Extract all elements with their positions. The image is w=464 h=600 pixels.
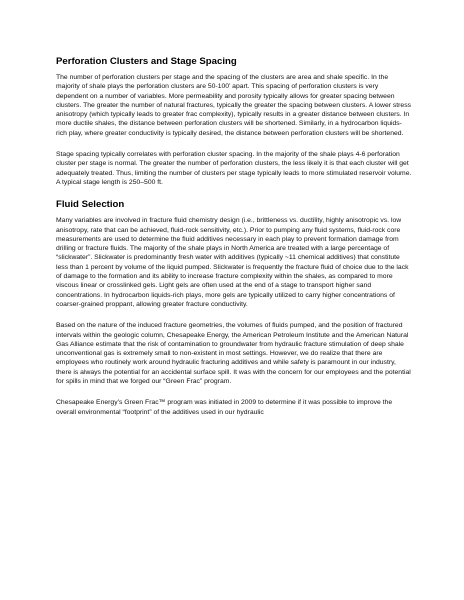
- paragraph-green-frac: Chesapeake Energy’s Green Frac™ program was initiated in 2009 to determine if it was possible to improve the overall environmental “footprint” of the additives used in our hydraulic: [56, 399, 393, 416]
- paragraph-cluster-spacing: The number of perforation clusters per stage and the spacing of the clusters are area and shale specific. In the majority of shale plays the perforation clusters are 50-100’ apart. This spacing of perforation clusters is very dependent on a number of variables. More permeability and porosity typically allows for greater spacing between clusters. The greater the number of natural fractures, typically the greater the spacing between clusters. A lower stress anisotropy (which typically leads to greater frac complexity), typically results in a greater distance between clusters. In more ductile shales, the distance between perforation clusters will be shortened. Similarly, in a hydrocarbon liquids-rich play, where greater conductivity is typically desired, the distance between perforation clusters will be shortened.: [56, 74, 411, 137]
- paragraph-fluid-chemistry: Many variables are involved in fracture fluid chemistry design (i.e., brittleness vs. ductility, highly anisotropic vs. low anisotropy, rate that can be achieved, fluid-rock sensitivity, etc.). Prior to pumping any fluid systems, fluid-rock core measurements are used to determine the fluid additives necessary in each play to prevent formation damage from drilling or fracture fluids. The majority of the shale plays in North America are treated with a large percentage of “slickwater”. Slickwater is predominantly fresh water with additives (typically ~11 chemical additives) that constitute less than 1 percent by volume of the liquid pumped. Slickwater is frequently the fracture fluid of choice due to the lack of damage to the formation and its ability to increase fracture complexity within the shales, as compared to more viscous linear or crosslinked gels. Light gels are often used at the end of a stage to transport higher sand concentrations. In hydrocarbon liquids-rich plays, more gels are typically utilized to carry higher concentrations of coarser-grained proppant, allowing greater fracture conductivity.: [56, 217, 409, 308]
- document-body: [56, 56, 412, 429]
- section-heading-fluid-selection: Fluid Selection: [56, 199, 125, 211]
- paragraph-groundwater-risk: Based on the nature of the induced fracture geometries, the volumes of fluids pumped, and the position of fractured intervals within the geologic column, Chesapeake Energy, the American Petroleum Institute and the American Natural Gas Alliance estimate that the risk of contamination to groundwater from hydraulic fracture stimulation of deep shale unconventional gas is extremely small to non-existent in most settings. However, we do realize that there are employees who routinely work around hydraulic fracturing additives and while safety is paramount in our industry, there is always the potential for an accidental surface spill. It was with the concern for our employees and the potential for spills in mind that we forged our “Green Frac” program.: [56, 322, 411, 386]
- section-heading-perforation: Perforation Clusters and Stage Spacing: [56, 56, 237, 67]
- paragraph-stage-spacing: Stage spacing typically correlates with perforation cluster spacing. In the majority of the shale plays 4-6 perforation cluster per stage is normal. The greater the number of perforation clusters, the less likely it is that each cluster will get adequately treated. Thus, limiting the number of clusters per stage typically leads to more stimulated reservoir volume. A typical stage length is 250–500 ft.: [56, 151, 412, 186]
